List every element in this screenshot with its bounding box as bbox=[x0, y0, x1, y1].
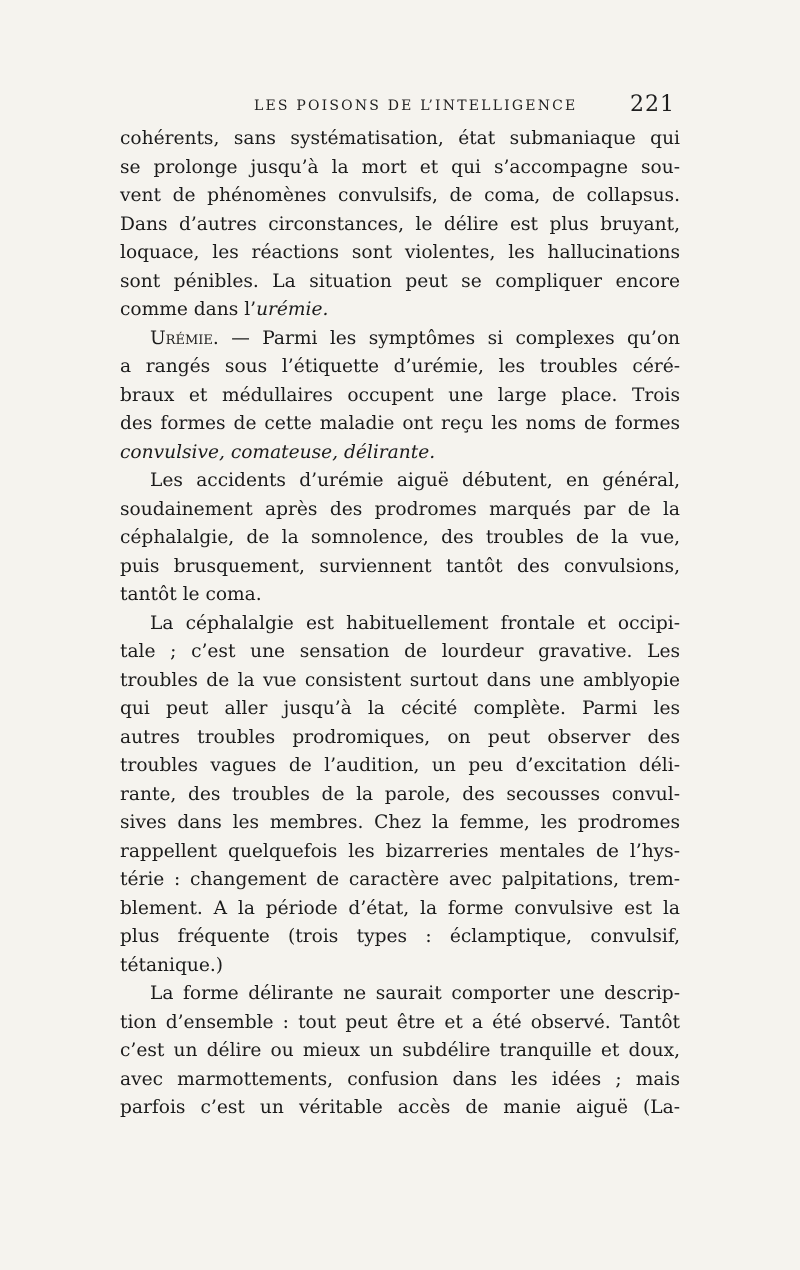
text-line: sont pénibles. La situation peut se compliquer encore bbox=[120, 270, 680, 292]
text-line bbox=[120, 296, 680, 325]
italic-term: urémie. bbox=[256, 299, 329, 320]
text-line: térie : changement de caractère avec palpitations, trem- bbox=[120, 869, 680, 890]
text-line: Les accidents d’urémie aiguë débutent, en général, bbox=[150, 470, 680, 491]
text-line: soudainement après des prodromes marqués par de la bbox=[120, 498, 680, 520]
text-line: c’est un délire ou mieux un subdélire tranquille et doux, bbox=[120, 1040, 680, 1061]
text-line: troubles vagues de l’audition, un peu d’excitation déli- bbox=[120, 755, 680, 776]
section-heading-line bbox=[120, 325, 680, 354]
text-line: sives dans les membres. Chez la femme, les prodromes bbox=[120, 812, 680, 833]
text-line: braux et médullaires occupent une large place. Trois bbox=[120, 384, 680, 406]
text-line: autres troubles prodromiques, on peut observer des bbox=[120, 726, 680, 748]
page-number: 221 bbox=[630, 92, 675, 117]
text-line: La forme délirante ne saurait comporter une descrip- bbox=[150, 983, 680, 1004]
text-line: rappellent quelquefois les bizarreries mentales de l’hys- bbox=[120, 840, 680, 862]
text-line: qui peut aller jusqu’à la cécité complète. Parmi les bbox=[120, 698, 680, 719]
text-line: Dans d’autres circonstances, le délire est plus bruyant, bbox=[120, 213, 680, 235]
text-line: avec marmottements, confusion dans les idées ; mais bbox=[120, 1068, 680, 1090]
text-line: céphalalgie, de la somnolence, des troubles de la vue, bbox=[120, 527, 680, 548]
text-fragment: — Parmi les symptômes si complexes qu’on bbox=[218, 327, 680, 349]
page-header bbox=[122, 92, 677, 122]
text-fragment: comme dans l’ bbox=[120, 299, 257, 320]
text-line: convulsive, comateuse, délirante. bbox=[120, 441, 436, 463]
text-line: vent de phénomènes convulsifs, de coma, de collapsus. bbox=[120, 185, 680, 206]
text-line: tion d’ensemble : tout peut être et a été observé. Tantôt bbox=[120, 1011, 680, 1033]
text-line: puis brusquement, surviennent tantôt des convulsions, bbox=[120, 555, 680, 577]
text-line: se prolonge jusqu’à la mort et qui s’accompagne sou- bbox=[120, 156, 680, 178]
text-line: tantôt le coma. bbox=[120, 584, 262, 605]
running-head: LES POISONS DE L’INTELLIGENCE bbox=[254, 98, 578, 114]
text-line: rante, des troubles de la parole, des secousses convul- bbox=[120, 783, 680, 805]
text-line: plus fréquente (trois types : éclamptique, convulsif, bbox=[120, 926, 680, 947]
text-line: blement. A la période d’état, la forme convulsive est la bbox=[120, 897, 680, 919]
text-line: troubles de la vue consistent surtout dans une amblyopie bbox=[120, 669, 680, 691]
body-text bbox=[120, 125, 680, 1123]
text-line: cohérents, sans systématisation, état submaniaque qui bbox=[120, 128, 680, 149]
text-line: loquace, les réactions sont violentes, les hallucinations bbox=[120, 242, 680, 263]
section-heading: Urémie. bbox=[150, 327, 219, 349]
text-line: tétanique.) bbox=[120, 954, 224, 976]
text-line: des formes de cette maladie ont reçu les noms de formes bbox=[120, 413, 680, 434]
text-line: a rangés sous l’étiquette d’urémie, les troubles céré- bbox=[120, 356, 680, 377]
text-line: tale ; c’est une sensation de lourdeur gravative. Les bbox=[120, 641, 680, 662]
text-line: La céphalalgie est habituellement frontale et occipi- bbox=[150, 612, 680, 634]
text-line: parfois c’est un véritable accès de manie aiguë (La- bbox=[120, 1097, 680, 1118]
